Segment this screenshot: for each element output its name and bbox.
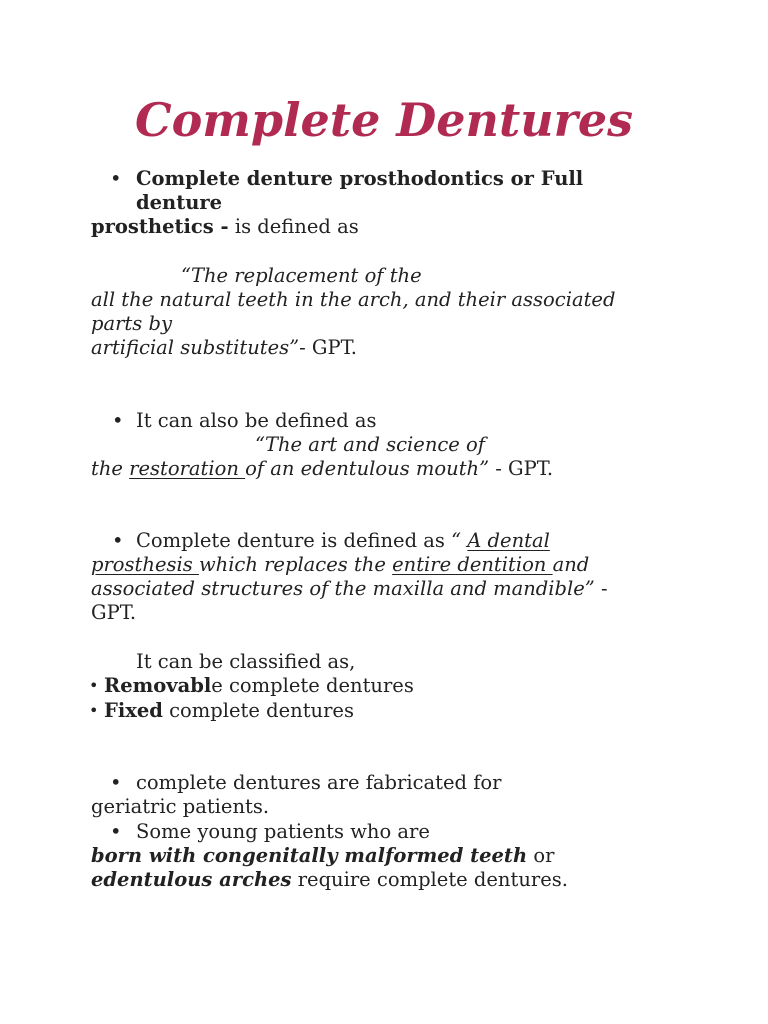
citation-gpt-1: - GPT. — [299, 336, 357, 359]
quote-1-line-3: parts by — [91, 312, 172, 335]
classification-bullet-1: • — [89, 676, 99, 695]
fixed-rest: complete dentures — [162, 699, 354, 722]
entire-dentition-term: entire dentition — [392, 553, 553, 576]
quote-1-line-2: all the natural teeth in the arch, and their associated — [91, 288, 616, 311]
def-term: prosthetics - — [91, 215, 229, 238]
bullet-2: • — [112, 409, 124, 432]
quote-2-start: the — [91, 457, 130, 480]
def-3-open-quote: “ — [451, 529, 468, 552]
def-heading-line-2: denture — [136, 191, 223, 214]
bullet-5: • — [110, 820, 122, 843]
def-3-line-1 — [136, 529, 550, 553]
young-patients-line-2 — [91, 844, 554, 868]
edentulous-arches-phrase: edentulous arches — [91, 868, 292, 891]
classification-intro: It can be classified as, — [136, 650, 356, 673]
dental-term: A dental — [467, 529, 550, 552]
def-3-structures: associated structures of the maxilla and mandible” — [91, 577, 595, 600]
def-3-and: and — [552, 553, 590, 576]
quote-2-line-2 — [91, 457, 553, 481]
removable-rest: e complete dentures — [211, 674, 414, 697]
young-patients-line-3 — [91, 868, 568, 892]
classification-item-removable — [104, 674, 414, 698]
bullet-3: • — [112, 529, 124, 552]
bullet-4: • — [110, 771, 122, 794]
def-3-intro: Complete denture is defined as — [136, 529, 452, 552]
geriatric-line-2: geriatric patients. — [91, 795, 270, 818]
classification-item-fixed — [104, 699, 354, 723]
citation-gpt-3: GPT. — [91, 601, 137, 624]
prosthesis-term: prosthesis — [91, 553, 199, 576]
quote-2-line-1: “The art and science of — [255, 433, 486, 456]
def-intro: is defined as — [228, 215, 359, 238]
def-heading-line-3 — [91, 215, 359, 239]
def-3-line-2 — [91, 553, 589, 577]
young-patients-line-1: Some young patients who are — [136, 820, 430, 843]
malformed-teeth-phrase: born with congenitally malformed teeth — [91, 844, 528, 867]
or-word: or — [527, 844, 555, 867]
citation-gpt-2: - GPT. — [489, 457, 554, 480]
page-title: Complete Dentures — [134, 93, 634, 147]
classification-bullet-2: • — [89, 701, 99, 720]
bullet-1: • — [110, 167, 122, 190]
removable-bold: Removabl — [104, 674, 212, 697]
alt-def-line-1: It can also be defined as — [136, 409, 377, 432]
quote-1-line-1: “The replacement of the — [181, 264, 422, 287]
fixed-bold: Fixed — [104, 699, 163, 722]
def-3-line-3 — [91, 577, 608, 601]
def-3-mid: which replaces the — [198, 553, 393, 576]
quote-2-end: of an edentulous mouth” — [245, 457, 490, 480]
require-dentures-text: require complete dentures. — [291, 868, 568, 891]
geriatric-line-1: complete dentures are fabricated for — [136, 771, 502, 794]
def-3-dash: - — [594, 577, 608, 600]
def-heading-line-1: Complete denture prosthodontics or Full — [136, 167, 584, 190]
restoration-term: restoration — [129, 457, 246, 480]
quote-1-line-4 — [91, 336, 357, 360]
quote-1-end: artificial substitutes” — [91, 336, 300, 359]
